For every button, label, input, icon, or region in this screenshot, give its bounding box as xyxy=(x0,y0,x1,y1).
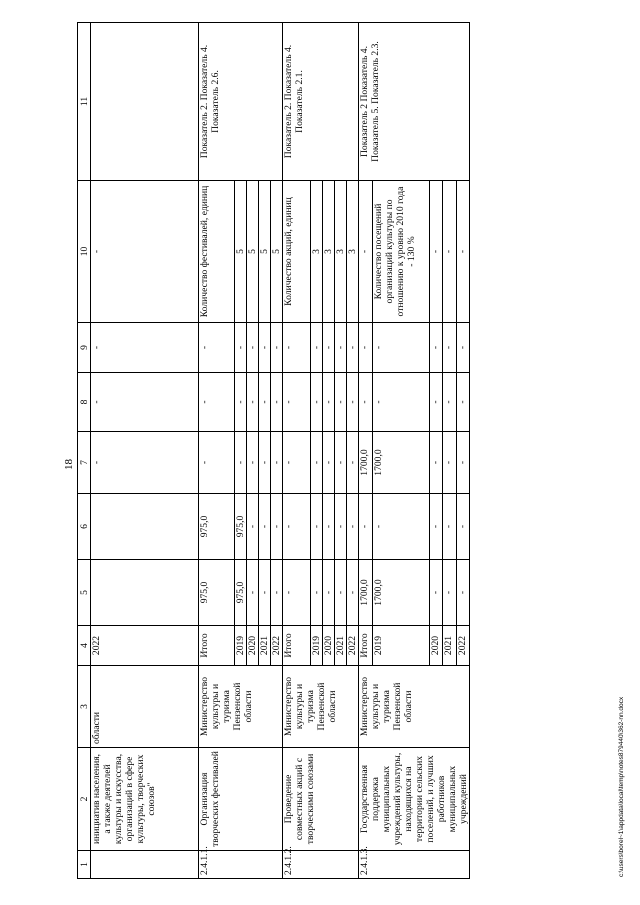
value-cell: 1700,0 xyxy=(372,432,429,494)
indicator-cell: Количество посещений организаций культуры по отношению к уровню 2010 года - 130 % xyxy=(372,181,429,323)
value-cell: - xyxy=(271,432,283,494)
value-cell: - xyxy=(235,373,247,432)
value-cell: - xyxy=(443,323,457,373)
value-cell: - xyxy=(335,560,347,626)
column-number: 8 xyxy=(78,373,91,432)
value-cell: - xyxy=(347,494,359,560)
indicator-cell: - xyxy=(456,181,470,323)
value-cell: - xyxy=(199,323,235,373)
file-path-footer: c:\users\borel~1\appdata\local\temp\notes879440\362-nn.docx xyxy=(618,696,625,877)
activity-number: 2.4.1.2. xyxy=(283,851,359,879)
value-cell: - xyxy=(283,494,311,560)
value-cell: - xyxy=(335,373,347,432)
value-cell: - xyxy=(429,432,443,494)
value-cell: - xyxy=(443,494,457,560)
year-cell: 2019 xyxy=(235,626,247,666)
indicator-cell: 5 xyxy=(235,181,247,323)
column-number: 11 xyxy=(78,23,91,181)
column-number: 1 xyxy=(78,851,91,879)
value-cell: - xyxy=(359,323,373,373)
ref-cell: Показатель 2. Показатель 4. Показатель 2.1. xyxy=(283,23,359,181)
value-cell: - xyxy=(456,560,470,626)
value-cell: - xyxy=(323,373,335,432)
year-cell: Итого xyxy=(283,626,311,666)
value-cell: - xyxy=(259,432,271,494)
block-row xyxy=(359,23,373,879)
value-cell: 1700,0 xyxy=(359,560,373,626)
column-number: 4 xyxy=(78,626,91,666)
value-cell: - xyxy=(456,432,470,494)
year-cell: 2020 xyxy=(247,626,259,666)
value-cell: - xyxy=(372,494,429,560)
column-number: 6 xyxy=(78,494,91,560)
indicator-cell: - xyxy=(359,181,373,323)
value-cell: - xyxy=(259,373,271,432)
value-cell: - xyxy=(359,373,373,432)
value-cell: - xyxy=(443,432,457,494)
value-cell: - xyxy=(456,494,470,560)
value-cell: - xyxy=(429,323,443,373)
value-cell: - xyxy=(91,432,199,494)
year-cell: Итого xyxy=(359,626,373,666)
year-cell: 2019 xyxy=(372,626,429,666)
value-cell: - xyxy=(247,560,259,626)
value-cell: - xyxy=(311,494,323,560)
value-cell: - xyxy=(456,323,470,373)
program-table xyxy=(77,22,470,879)
block-row xyxy=(283,23,311,879)
value-cell: - xyxy=(247,494,259,560)
num-cell xyxy=(91,851,199,879)
block-row xyxy=(199,23,235,879)
value-cell: - xyxy=(443,560,457,626)
executor-cell: области xyxy=(91,666,199,748)
year-cell: 2019 xyxy=(311,626,323,666)
indicator-cell: 3 xyxy=(323,181,335,323)
executor-cell: Министерство культуры и туризма Пензенской области xyxy=(359,666,470,748)
year-cell: 2020 xyxy=(323,626,335,666)
value-cell: - xyxy=(199,432,235,494)
executor-cell: Министерство культуры и туризма Пензенской области xyxy=(283,666,359,748)
value-cell: 975,0 xyxy=(235,560,247,626)
value-cell: - xyxy=(456,373,470,432)
value-cell: - xyxy=(247,432,259,494)
value-cell: - xyxy=(235,432,247,494)
value-cell: 975,0 xyxy=(235,494,247,560)
value-cell: 975,0 xyxy=(199,560,235,626)
value-cell: - xyxy=(259,560,271,626)
value-cell: 1700,0 xyxy=(359,432,373,494)
value-cell: - xyxy=(235,323,247,373)
column-number: 5 xyxy=(78,560,91,626)
indicator-cell: 3 xyxy=(311,181,323,323)
value-cell: - xyxy=(91,373,199,432)
year-cell: 2022 xyxy=(456,626,470,666)
value-cell: - xyxy=(429,494,443,560)
year-cell: 2021 xyxy=(335,626,347,666)
value-cell xyxy=(91,560,199,626)
value-cell: - xyxy=(311,560,323,626)
year-cell: 2022 xyxy=(347,626,359,666)
activity-name-cell: Государственная поддержка муниципальных учреждений культуры, находящихся на территории сельских поселений, и лучших работников муниципальных учреждений xyxy=(359,748,470,851)
value-cell: - xyxy=(443,373,457,432)
year-cell: 2020 xyxy=(429,626,443,666)
column-number: 7 xyxy=(78,432,91,494)
column-number: 2 xyxy=(78,748,91,851)
year-cell: 2022 xyxy=(271,626,283,666)
value-cell: - xyxy=(283,373,311,432)
activity-name-cell: Организация творческих фестивалей xyxy=(199,748,283,851)
value-cell: - xyxy=(347,323,359,373)
value-cell: - xyxy=(335,323,347,373)
indicator-cell: - xyxy=(91,181,199,323)
value-cell: - xyxy=(283,432,311,494)
column-number: 10 xyxy=(78,181,91,323)
value-cell: - xyxy=(271,323,283,373)
value-cell: - xyxy=(359,494,373,560)
year-cell: 2021 xyxy=(259,626,271,666)
column-number: 9 xyxy=(78,323,91,373)
indicator-cell: - xyxy=(429,181,443,323)
activity-number: 2.4.1.3. xyxy=(359,851,470,879)
value-cell: - xyxy=(283,323,311,373)
value-cell: - xyxy=(91,323,199,373)
value-cell: 975,0 xyxy=(199,494,235,560)
value-cell: - xyxy=(335,494,347,560)
value-cell: - xyxy=(271,494,283,560)
ref-cell xyxy=(91,23,199,181)
value-cell: - xyxy=(271,373,283,432)
value-cell: - xyxy=(311,373,323,432)
value-cell: - xyxy=(259,494,271,560)
indicator-cell: 5 xyxy=(247,181,259,323)
executor-cell: Министерство культуры и туризма Пензенской области xyxy=(199,666,283,748)
page-number: 18 xyxy=(63,459,75,470)
indicator-cell: - xyxy=(443,181,457,323)
indicator-cell: 3 xyxy=(347,181,359,323)
value-cell: - xyxy=(259,323,271,373)
value-cell: - xyxy=(372,323,429,373)
year-cell: 2022 xyxy=(91,626,199,666)
activity-number: 2.4.1.1. xyxy=(199,851,283,879)
value-cell: - xyxy=(199,373,235,432)
indicator-cell: Количество фестивалей, единиц xyxy=(199,181,235,323)
column-number: 3 xyxy=(78,666,91,748)
activity-name-cell: инициатив населения, а также деятелей культуры и искусства, организаций в сфере культуры, творческих союзов" xyxy=(91,748,199,851)
value-cell: - xyxy=(335,432,347,494)
indicator-cell: Количество акций, единиц xyxy=(283,181,311,323)
column-number-row xyxy=(78,23,91,879)
value-cell: - xyxy=(311,432,323,494)
year-cell: 2021 xyxy=(443,626,457,666)
value-cell: - xyxy=(429,560,443,626)
value-cell: - xyxy=(347,373,359,432)
indicator-cell: 5 xyxy=(271,181,283,323)
ref-cell: Показатель 2 Показатель 4. Показатель 5. Показатель 2.3. xyxy=(359,23,470,181)
value-cell: - xyxy=(429,373,443,432)
indicator-cell: 3 xyxy=(335,181,347,323)
value-cell xyxy=(91,494,199,560)
value-cell: - xyxy=(347,560,359,626)
value-cell: - xyxy=(247,323,259,373)
value-cell: - xyxy=(372,373,429,432)
continuation-row xyxy=(91,23,199,879)
value-cell: - xyxy=(323,494,335,560)
value-cell: - xyxy=(323,560,335,626)
activity-name-cell: Проведение совместных акций с творческими союзами xyxy=(283,748,359,851)
ref-cell: Показатель 2. Показатель 4. Показатель 2.6. xyxy=(199,23,283,181)
value-cell: - xyxy=(271,560,283,626)
value-cell: - xyxy=(247,373,259,432)
value-cell: - xyxy=(347,432,359,494)
value-cell: - xyxy=(323,432,335,494)
value-cell: - xyxy=(283,560,311,626)
value-cell: - xyxy=(311,323,323,373)
value-cell: 1700,0 xyxy=(372,560,429,626)
indicator-cell: 5 xyxy=(259,181,271,323)
value-cell: - xyxy=(323,323,335,373)
year-cell: Итого xyxy=(199,626,235,666)
